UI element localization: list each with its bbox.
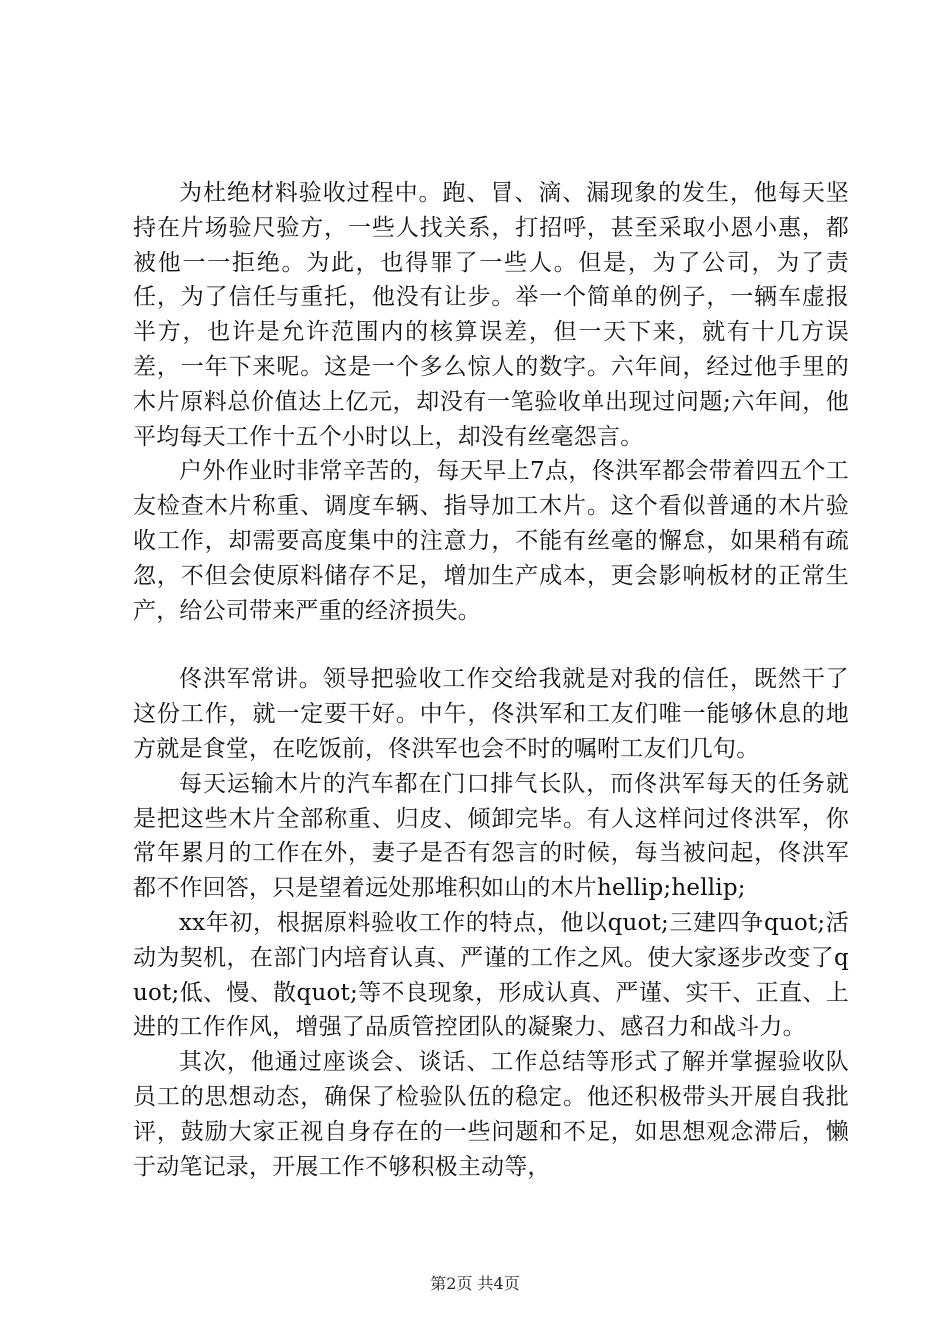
paragraph-3: 佟洪军常讲。领导把验收工作交给我就是对我的信任，既然干了这份工作，就一定要干好。中午，佟洪军和工友们唯一能够休息的地方就是食堂，在吃饭前，佟洪军也会不时的嘱咐工友们几句。 [133,666,849,762]
paragraph-2: 户外作业时非常辛苦的，每天早上7点，佟洪军都会带着四五个工友检查木片称重、调度车辆、指导加工木片。这个看似普通的木片验收工作，却需要高度集中的注意力，不能有丝毫的懈怠，如果稍有疏忽，不但会使原料储存不足，增加生产成本，更会影响板材的正常生产，给公司带来严重的经济损失。 [133,458,849,624]
paragraph-6: 其次，他通过座谈会、谈话、工作总结等形式了解并掌握验收队员工的思想动态，确保了检验队伍的稳定。他还积极带头开展自我批评，鼓励大家正视自身存在的一些问题和不足，如思想观念滞后，懒于动笔记录，开展工作不够积极主动等， [133,1049,849,1180]
paragraph-1: 为杜绝材料验收过程中。跑、冒、滴、漏现象的发生，他每天坚持在片场验尺验方，一些人找关系，打招呼，甚至采取小恩小惠，都被他一一拒绝。为此，也得罪了一些人。但是，为了公司，为了责任，为了信任与重托，他没有让步。举一个简单的例子，一辆车虚报半方，也许是允许范围内的核算误差，但一天下来，就有十几方误差，一年下来呢。这是一个多么惊人的数字。六年间，经过他手里的木片原料总价值达上亿元，却没有一笔验收单出现过问题;六年间，他平均每天工作十五个小时以上，却没有丝毫怨言。 [133,180,849,450]
document-body [133,176,849,1184]
paragraph-4: 每天运输木片的汽车都在门口排气长队，而佟洪军每天的任务就是把这些木片全部称重、归皮、倾卸完毕。有人这样问过佟洪军，你常年累月的工作在外，妻子是否有怨言的时候，每当被问起，佟洪军都不作回答，只是望着远处那堆积如山的木片hellip;hellip; [133,770,849,902]
paragraph-5: xx年初，根据原料验收工作的特点，他以quot;三建四争quot;活动为契机，在部门内培育认真、严谨的工作之风。使大家逐步改变了quot;低、慢、散quot;等不良现象，形成认真、严谨、实干、正直、上进的工作作风，增强了品质管控团队的凝聚力、感召力和战斗力。 [133,909,849,1041]
page-number-footer: 第2页 共4页 [430,1274,520,1293]
